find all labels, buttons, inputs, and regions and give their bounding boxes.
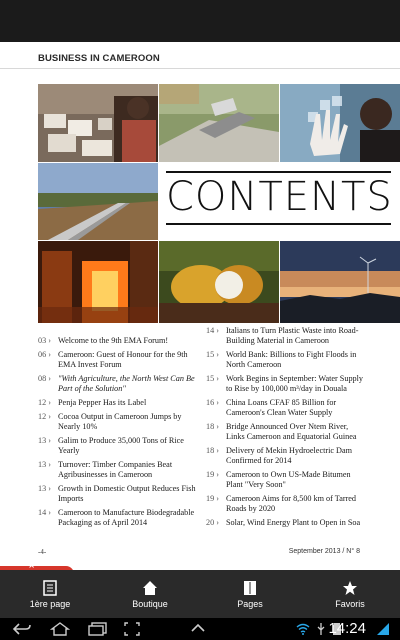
toc-page-number: 13 ›: [38, 460, 51, 469]
toc-item[interactable]: [206, 350, 368, 370]
back-icon[interactable]: [12, 622, 32, 636]
toc-title: Cameroon: Guest of Honour for the 9th EMA Invest Forum: [58, 350, 188, 369]
toc-item[interactable]: [206, 422, 368, 442]
photo-packaging-worker: [38, 84, 158, 162]
magazine-page[interactable]: [0, 42, 400, 570]
toc-page-number: 16 ›: [206, 398, 219, 407]
top-bar: [0, 0, 400, 42]
toc-item[interactable]: [38, 484, 200, 504]
toc-title: Bridge Announced Over Ntem River, Links Cameroon and Equatorial Guinea: [226, 422, 357, 441]
nav-boutique-button[interactable]: [100, 570, 200, 618]
recent-apps-icon[interactable]: [88, 622, 108, 636]
toc-item[interactable]: [38, 460, 200, 480]
toc-page-number: 15 ›: [206, 350, 219, 359]
toc-page-number: 15 ›: [206, 374, 219, 383]
signal-icon: [376, 622, 390, 636]
magazine-title: BUSINESS IN CAMEROON: [38, 53, 160, 64]
toc-page-number: 03 ›: [38, 336, 51, 345]
toc-item[interactable]: [38, 374, 200, 394]
screenshot-icon[interactable]: [124, 622, 140, 636]
toc-item[interactable]: [38, 436, 200, 456]
photo-steel-furnace: [38, 241, 158, 323]
toc-title: Solar, Wind Energy Plant to Open in Soa: [226, 518, 361, 527]
toc-page-number: 18 ›: [206, 446, 219, 455]
star-icon: [342, 580, 358, 596]
page-number: -4-: [38, 548, 47, 556]
toc-title: Penja Pepper Has its Label: [58, 398, 147, 407]
toc-page-number: 13 ›: [38, 484, 51, 493]
toc-title: Delivery of Mekin Hydroelectric Dam Confirmed for 2014: [226, 446, 352, 465]
toc-item[interactable]: [38, 336, 200, 346]
pages-icon: [243, 580, 257, 596]
toc-title: Welcome to the 9th EMA Forum!: [58, 336, 169, 345]
header-rule: [0, 68, 400, 69]
toc-title: Cocoa Output in Cameroon Jumps by Nearly 10%: [58, 412, 182, 431]
bottom-nav: [0, 570, 400, 618]
photo-concrete-pour: [159, 84, 279, 162]
photo-pipeline: [38, 163, 158, 240]
toc-title: Turnover: Timber Companies Beat Agribusinesses in Cameroon: [58, 460, 173, 479]
toc-page-number: 12 ›: [38, 398, 51, 407]
toc-item[interactable]: [38, 398, 200, 408]
photo-wind-turbines-sunset: [280, 241, 400, 323]
nav-pages-button[interactable]: [200, 570, 300, 618]
nav-favoris-button[interactable]: [300, 570, 400, 618]
toc-item[interactable]: [206, 446, 368, 466]
toc-page-number: 13 ›: [38, 436, 51, 445]
contents-bottom-rule: [166, 223, 391, 225]
usb-icon: [316, 622, 326, 636]
system-bar: [0, 618, 400, 640]
nav-first-page-label: 1ère page: [29, 598, 71, 609]
clock: 14:24: [328, 620, 366, 637]
toc-item[interactable]: [206, 374, 368, 394]
toc-title: Galim to Produce 35,000 Tons of Rice Yearly: [58, 436, 184, 455]
toc-page-number: 06 ›: [38, 350, 51, 359]
toc-item[interactable]: [206, 326, 368, 346]
home-icon: [142, 580, 158, 596]
toc-item[interactable]: [206, 398, 368, 418]
photo-cocoa-pod: [159, 241, 279, 323]
toc-title: Cameroon to Own US-Made Bitumen Plant "Very Soon": [226, 470, 351, 489]
nav-first-page-button[interactable]: [0, 570, 100, 618]
toc-title: World Bank: Billions to Fight Floods in North Cameroon: [226, 350, 357, 369]
toc-item[interactable]: [206, 518, 368, 528]
issue-label: September 2013 / N° 8: [288, 548, 360, 555]
toc-page-number: 14 ›: [38, 508, 51, 517]
toc-item[interactable]: [206, 494, 368, 514]
toc-page-number: 18 ›: [206, 422, 219, 431]
nav-pages-label: Pages: [237, 598, 263, 609]
toc-title: Cameroon Aims for 8,500 km of Tarred Roads by 2020: [226, 494, 357, 513]
contents-top-rule: [166, 171, 391, 173]
toc-page-number: 08 ›: [38, 374, 51, 383]
toc-title: Growth in Domestic Output Reduces Fish Imports: [58, 484, 196, 503]
toc-page-number: 12 ›: [38, 412, 51, 421]
toc-item[interactable]: [206, 470, 368, 490]
nav-boutique-label: Boutique: [132, 598, 168, 609]
toc-title: China Loans CFAF 85 Billion for Cameroon's Clean Water Supply: [226, 398, 337, 417]
contents-heading-box: [159, 163, 400, 240]
caret-up-icon[interactable]: [190, 623, 206, 633]
document-icon: [43, 580, 57, 596]
toc-title: "With Agriculture, the North West Can Be Part of the Solution": [58, 374, 195, 393]
toc-left-column: [38, 336, 200, 532]
nav-favoris-label: Favoris: [335, 598, 365, 609]
toc-page-number: 19 ›: [206, 470, 219, 479]
toc-page-number: 14 ›: [206, 326, 219, 335]
toc-item[interactable]: [38, 508, 200, 528]
photo-touchscreen-hand: [280, 84, 400, 162]
toc-page-number: 19 ›: [206, 494, 219, 503]
toc-right-column: [206, 326, 368, 532]
toc-title: Work Begins in September: Water Supply to Rise by 100,000 m³/day in Douala: [226, 374, 364, 393]
toc-title: Cameroon to Manufacture Biodegradable Packaging as of April 2014: [58, 508, 195, 527]
wifi-icon: [296, 623, 310, 635]
toc-item[interactable]: [38, 412, 200, 432]
toc-page-number: 20 ›: [206, 518, 219, 527]
toc-title: Italians to Turn Plastic Waste into Road-Building Material in Cameroon: [226, 326, 359, 345]
contents-heading: CONTENTS: [166, 174, 393, 220]
home-button-icon[interactable]: [50, 622, 70, 636]
toc-item[interactable]: [38, 350, 200, 370]
